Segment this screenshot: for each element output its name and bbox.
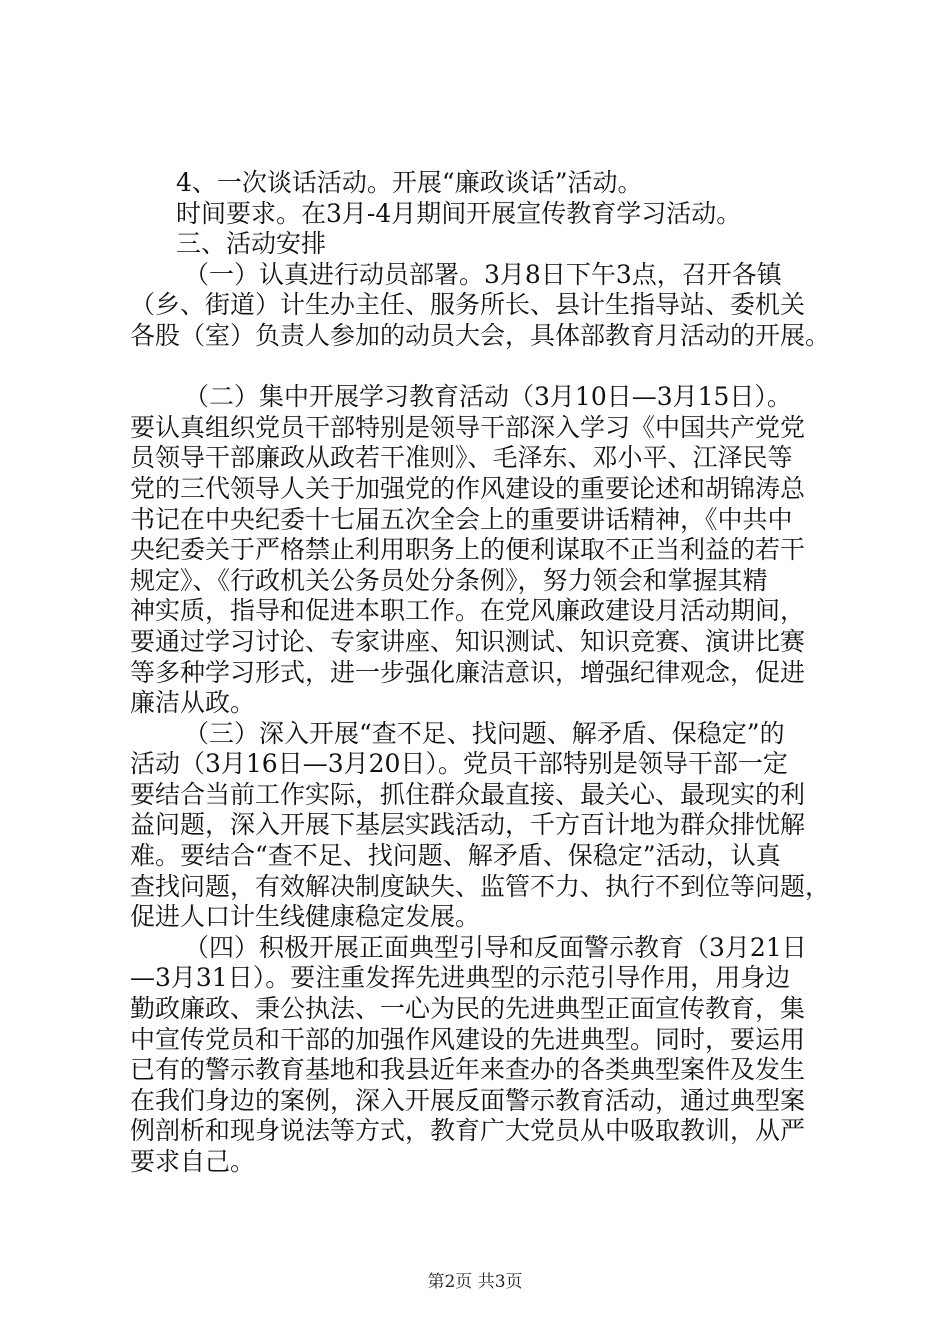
text-line: 党的三代领导人关于加强党的作风建设的重要论述和胡锦涛总 bbox=[130, 473, 806, 503]
text-line: 已有的警示教育基地和我县近年来查办的各类典型案件及发生 bbox=[130, 1055, 806, 1085]
paragraph-find-problems bbox=[130, 719, 830, 933]
text-line: 勤政廉政、秉公执法、一心为民的先进典型正面宣传教育，集 bbox=[130, 994, 806, 1024]
page-number: 第2页 共3页 bbox=[427, 1272, 523, 1292]
text-line: 廉洁从政。 bbox=[130, 688, 256, 718]
text-line: 例剖析和现身说法等方式，教育广大党员从中吸取教训，从严 bbox=[130, 1116, 806, 1146]
text-line: 活动（3月16日—3月20日）。党员干部特别是领导干部一定 bbox=[130, 749, 788, 779]
paragraph-mobilization bbox=[130, 260, 830, 352]
text-line: 神实质，指导和促进本职工作。在党风廉政建设月活动期间， bbox=[130, 596, 806, 626]
text-line: 查找问题，有效解决制度缺失、监管不力、执行不到位等问题， bbox=[130, 871, 831, 901]
document-body bbox=[130, 168, 830, 1178]
text-line: 促进人口计生线健康稳定发展。 bbox=[130, 902, 481, 932]
page-footer bbox=[0, 1271, 950, 1293]
text-line: 各股（室）负责人参加的动员大会，具体部教育月活动的开展。 bbox=[130, 320, 831, 350]
text-line: （四）积极开展正面典型引导和反面警示教育（3月21日 bbox=[184, 932, 807, 962]
paragraph-study-education bbox=[130, 382, 830, 719]
text-line: 要认真组织党员干部特别是领导干部深入学习《中国共产党党 bbox=[130, 412, 806, 442]
paragraph-typical-cases bbox=[130, 933, 830, 1178]
text-line: 难。要结合“查不足、找问题、解矛盾、保稳定”活动，认真 bbox=[130, 841, 781, 871]
text-line: —3月31日）。要注重发挥先进典型的示范引导作用，用身边 bbox=[130, 963, 791, 993]
text-line: 在我们身边的案例，深入开展反面警示教育活动，通过典型案 bbox=[130, 1085, 806, 1115]
section-heading-activity-arrangement bbox=[130, 229, 830, 260]
paragraph-talk-activity bbox=[130, 168, 830, 199]
text-line: 要结合当前工作实际，抓住群众最直接、最关心、最现实的利 bbox=[130, 779, 806, 809]
text-line: （二）集中开展学习教育活动（3月10日—3月15日）。 bbox=[184, 382, 792, 412]
paragraph-time-requirement bbox=[130, 199, 830, 230]
text-line: （乡、街道）计生办主任、服务所长、县计生指导站、委机关 bbox=[130, 290, 806, 320]
section-heading: 三、活动安排 bbox=[176, 229, 327, 259]
text-line: （三）深入开展“查不足、找问题、解矛盾、保稳定”的 bbox=[184, 718, 785, 748]
text-line: 时间要求。在3月-4月期间开展宣传教育学习活动。 bbox=[176, 198, 742, 228]
text-line: 中宣传党员和干部的加强作风建设的先进典型。同时，要运用 bbox=[130, 1024, 806, 1054]
text-line: （一）认真进行动员部署。3月8日下午3点，召开各镇 bbox=[184, 259, 782, 289]
text-line: 要求自己。 bbox=[130, 1147, 256, 1176]
text-line: 益问题，深入开展下基层实践活动，千方百计地为群众排忧解 bbox=[130, 810, 806, 840]
text-line: 要通过学习讨论、专家讲座、知识测试、知识竞赛、演讲比赛 bbox=[130, 626, 806, 656]
paragraph-gap bbox=[130, 352, 830, 383]
text-line: 员领导干部廉政从政若干准则》、毛泽东、邓小平、江泽民等 bbox=[130, 443, 793, 473]
text-line: 书记在中央纪委十七届五次全会上的重要讲话精神，《中共中 bbox=[130, 504, 793, 534]
text-line: 4、一次谈话活动。开展“廉政谈话”活动。 bbox=[176, 168, 643, 197]
text-line: 等多种学习形式，进一步强化廉洁意识，增强纪律观念，促进 bbox=[130, 657, 806, 687]
text-line: 规定》、《行政机关公务员处分条例》，努力领会和掌握其精 bbox=[130, 565, 768, 595]
text-line: 央纪委关于严格禁止利用职务上的便利谋取不正当利益的若干 bbox=[130, 535, 806, 565]
